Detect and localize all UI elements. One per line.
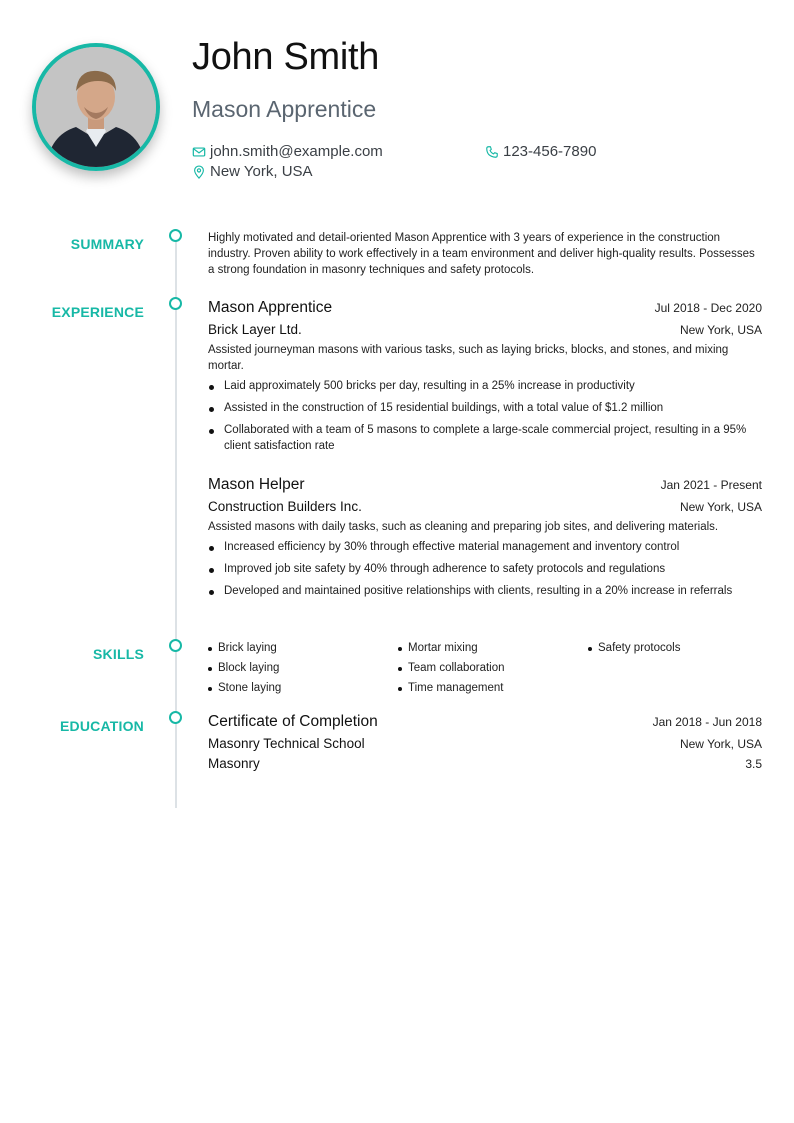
job-company: Construction Builders Inc. xyxy=(208,499,362,514)
list-item xyxy=(208,539,762,555)
phone-text[interactable]: 123-456-7890 xyxy=(503,143,597,160)
phone-icon xyxy=(485,145,499,159)
section-heading-summary: SUMMARY xyxy=(70,236,144,252)
education-header xyxy=(208,713,762,731)
job-title: Mason Apprentice xyxy=(208,299,333,316)
job-title: Mason Helper xyxy=(208,476,305,493)
skills-list xyxy=(208,640,762,696)
timeline-dot-experience xyxy=(169,297,182,310)
experience-entry xyxy=(208,476,762,605)
section-heading-experience: EXPERIENCE xyxy=(51,304,144,320)
summary-text: Highly motivated and detail-oriented Mason Apprentice with 3 years of experience in the construction industry. Proven ability to work effectively in a team environment and deliver high-quality results. Possesses a strong foundation in masonry techniques and safety protocols. xyxy=(208,232,755,276)
list-item xyxy=(208,561,762,577)
bullet-text: Collaborated with a team of 5 masons to complete a large-scale commercial project, resulting in a 95% client satisfaction rate xyxy=(224,424,747,452)
contact-phone[interactable] xyxy=(485,143,596,160)
skill-item: Stone laying xyxy=(208,680,398,696)
section-heading-skills: SKILLS xyxy=(93,646,144,662)
skill-item: Mortar mixing xyxy=(398,640,588,656)
portrait-illustration xyxy=(36,47,156,167)
bullet-text: Improved job site safety by 40% through adherence to safety protocols and regulations xyxy=(224,563,666,575)
education-school-row xyxy=(208,736,762,751)
job-description: Assisted masons with daily tasks, such as cleaning and preparing job sites, and delivering materials. xyxy=(208,521,719,533)
list-item xyxy=(208,400,762,416)
skill-item: Safety protocols xyxy=(588,640,762,656)
bullet-text: Developed and maintained positive relationships with clients, resulting in a 20% increase in referrals xyxy=(224,585,733,597)
email-text[interactable]: john.smith@example.com xyxy=(210,143,383,160)
location-text: New York, USA xyxy=(210,163,313,180)
job-location: New York, USA xyxy=(679,500,762,514)
skill-item: Team collaboration xyxy=(398,660,588,676)
bullet-text: Laid approximately 500 bricks per day, resulting in a 25% increase in productivity xyxy=(224,380,635,392)
gpa-value: 3.5 xyxy=(745,757,762,771)
job-subheader xyxy=(208,322,762,337)
job-header xyxy=(208,476,762,494)
skill-item: Time management xyxy=(398,680,588,696)
job-dates: Jan 2021 - Present xyxy=(660,478,762,492)
education-dates: Jan 2018 - Jun 2018 xyxy=(652,715,762,729)
school-location: New York, USA xyxy=(679,737,762,751)
job-location: New York, USA xyxy=(679,323,762,337)
profile-photo xyxy=(32,43,160,171)
candidate-name: John Smith xyxy=(192,36,380,78)
mail-icon xyxy=(192,145,206,159)
degree-title: Certificate of Completion xyxy=(208,713,378,730)
list-item xyxy=(208,378,762,394)
list-item xyxy=(208,422,762,454)
job-achievements xyxy=(208,378,762,454)
bullet-text: Increased efficiency by 30% through effective material management and inventory control xyxy=(224,541,680,553)
school-name: Masonry Technical School xyxy=(208,736,365,751)
job-header xyxy=(208,299,762,317)
map-pin-icon xyxy=(192,165,206,179)
education-entry xyxy=(208,713,762,771)
bullet-text: Assisted in the construction of 15 residential buildings, with a total value of $1.2 million xyxy=(224,402,664,414)
timeline-dot-education xyxy=(169,711,182,724)
contact-location xyxy=(192,163,313,180)
job-dates: Jul 2018 - Dec 2020 xyxy=(654,301,762,315)
skill-item: Block laying xyxy=(208,660,398,676)
contact-email[interactable] xyxy=(192,143,383,160)
timeline-dot-skills xyxy=(169,639,182,652)
list-item xyxy=(208,583,762,599)
skill-item: Brick laying xyxy=(208,640,398,656)
field-of-study: Masonry xyxy=(208,756,260,771)
timeline-dot-summary xyxy=(169,229,182,242)
education-field-row xyxy=(208,756,762,771)
section-heading-education: EDUCATION xyxy=(60,718,144,734)
job-description: Assisted journeyman masons with various tasks, such as laying bricks, blocks, and stones, and mixing mortar. xyxy=(208,344,729,372)
job-subheader xyxy=(208,499,762,514)
experience-entry xyxy=(208,299,762,460)
job-company: Brick Layer Ltd. xyxy=(208,322,302,337)
job-achievements xyxy=(208,539,762,599)
candidate-title: Mason Apprentice xyxy=(192,96,377,122)
